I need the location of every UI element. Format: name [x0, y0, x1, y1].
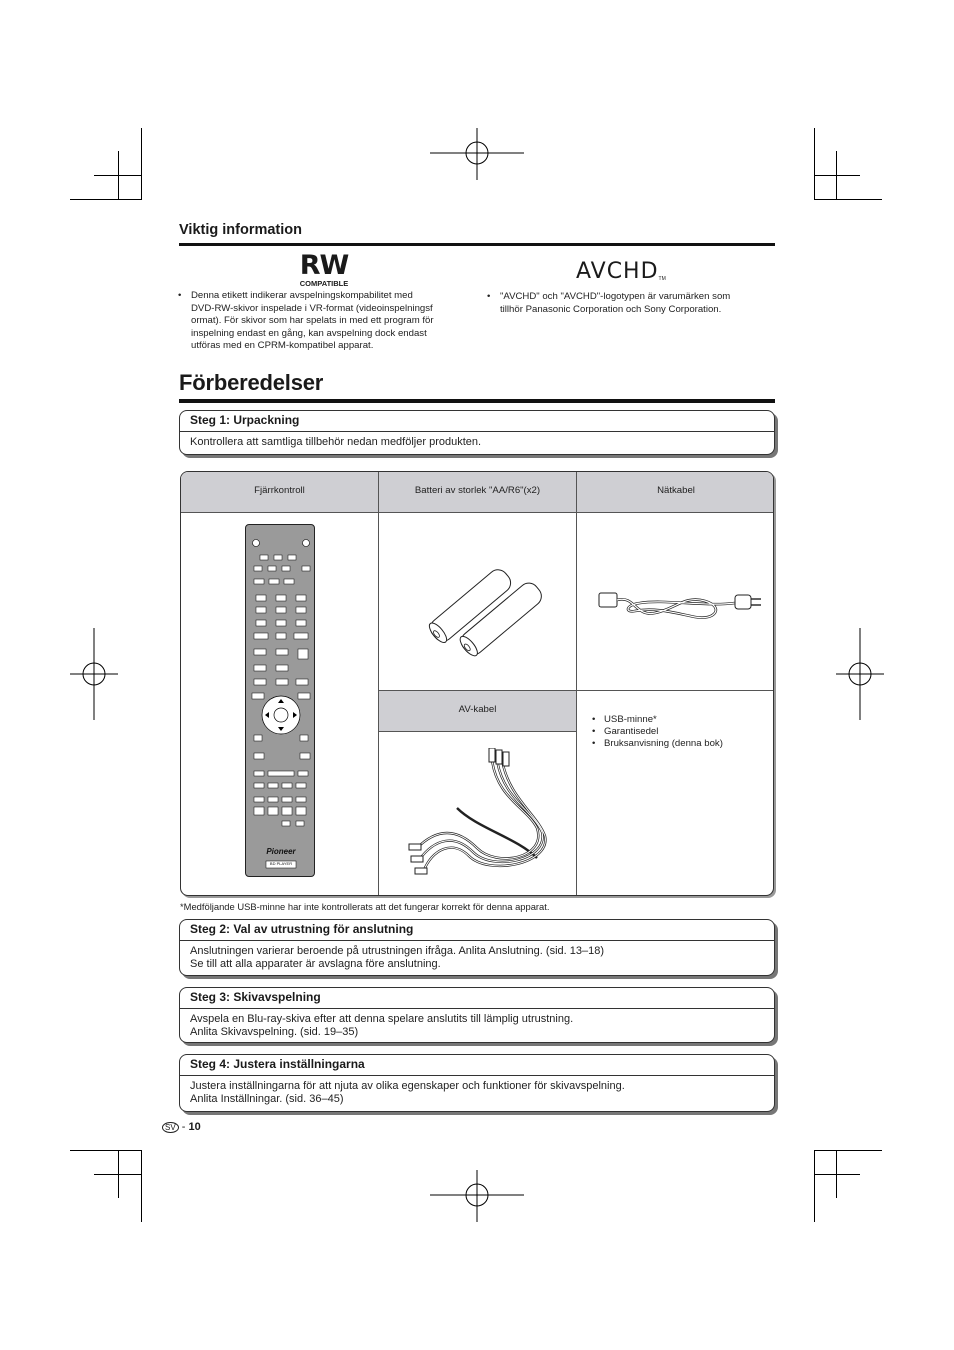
header-power-cable: Nätkabel	[577, 472, 774, 512]
step-1-title: Steg 1: Urpackning	[180, 411, 774, 432]
rw-compatible-logo	[293, 252, 355, 288]
page-title: Förberedelser	[179, 370, 324, 395]
step-4-box	[179, 1054, 775, 1112]
avchd-bullet	[487, 291, 775, 316]
page-number	[162, 1121, 201, 1133]
table-divider	[576, 472, 577, 896]
step-2-title: Steg 2: Val av utrustning för anslutning	[180, 920, 774, 941]
list-item: • USB-minne*	[592, 714, 657, 725]
table-divider	[378, 472, 379, 896]
table-divider	[181, 512, 774, 513]
step-2-box	[179, 919, 775, 976]
rw-bullet-line: Denna etikett indikerar avspelningskompabilitet med	[191, 290, 413, 301]
language-badge: SV	[162, 1122, 179, 1133]
avchd-bullet-line: "AVCHD" och "AVCHD"-logotypen är varumärken som	[500, 291, 731, 302]
registration-mark-left	[70, 628, 118, 720]
batteries-illustration	[407, 552, 557, 682]
remote-model: BD PLAYER	[269, 861, 293, 866]
bullet-dot: •	[178, 290, 182, 301]
list-item: • Bruksanvisning (denna bok)	[592, 738, 723, 750]
heading-rule	[179, 243, 775, 246]
header-battery: Batteri av storlek "AA/R6"(x2)	[379, 472, 576, 512]
remote-control-illustration	[245, 524, 315, 877]
header-av-cable: AV-kabel	[379, 691, 576, 731]
other-items-list	[592, 714, 723, 751]
page-number-value: 10	[188, 1121, 201, 1133]
step-3-line: Anlita Skivavspelning. (sid. 19–35)	[190, 1026, 359, 1038]
rw-bullet-line: inspelning endast en gång, kan avspelning dock endast	[191, 327, 427, 339]
step-4-line: Justera inställningarna för att njuta av olika egenskaper och funktioner för skivavspelning.	[190, 1080, 625, 1092]
rw-bullet-line: ormat). För skivor som har spelats in med ett program för	[191, 315, 434, 327]
registration-mark-right	[836, 628, 884, 720]
footnote: *Medföljande USB-minne har inte kontrollerats att det fungerar korrekt för denna apparat.	[180, 901, 550, 912]
list-item-text: Garantisedel	[604, 726, 659, 738]
title-rule	[179, 399, 775, 403]
bullet-dot: •	[487, 291, 491, 302]
header-remote: Fjärrkontroll	[181, 472, 378, 512]
step-3-line: Avspela en Blu-ray-skiva efter att denna spelare anslutits till lämplig utrustning.	[190, 1013, 574, 1025]
avchd-logo-text: AVCHD	[576, 259, 659, 284]
list-item-text: USB-minne*	[604, 714, 657, 725]
rw-logo-text: RW	[299, 250, 349, 281]
step-2-line: Se till att alla apparater är avslagna före anslutning.	[190, 958, 441, 970]
rw-bullet-line: DVD-RW-skivor inspelade i VR-format (videoinspelningsf	[191, 302, 433, 314]
rw-bullet-line: utföras med en CPRM-kompatibel apparat.	[191, 340, 374, 352]
accessories-table	[180, 471, 774, 896]
table-divider	[379, 731, 576, 732]
av-cable-illustration	[397, 748, 567, 888]
rw-bullet	[178, 290, 471, 353]
step-3-title: Steg 3: Skivavspelning	[180, 988, 774, 1009]
rw-logo-subtext: COMPATIBLE	[299, 279, 349, 288]
step-4-line: Anlita Inställningar. (sid. 36–45)	[190, 1093, 344, 1105]
avchd-logo	[576, 259, 666, 284]
avchd-logo-tm: TM	[658, 276, 666, 282]
step-1-box	[179, 410, 775, 455]
list-item: • Garantisedel	[592, 726, 659, 738]
page-separator: -	[181, 1121, 186, 1133]
step-4-title: Steg 4: Justera inställningarna	[180, 1055, 774, 1076]
registration-mark-top	[430, 128, 524, 180]
section-heading-important: Viktig information	[179, 222, 302, 238]
registration-mark-bottom	[430, 1170, 524, 1222]
step-1-text: Kontrollera att samtliga tillbehör nedan medföljer produkten.	[190, 436, 482, 448]
step-2-line: Anslutningen varierar beroende på utrustningen ifråga. Anlita Anslutning. (sid. 13–18)	[190, 945, 604, 957]
list-item-text: Bruksanvisning (denna bok)	[604, 738, 723, 750]
remote-brand: Pioneer	[266, 847, 296, 856]
remote-buttons-icon	[246, 525, 315, 877]
power-cable-illustration	[595, 577, 765, 637]
step-3-box	[179, 987, 775, 1043]
avchd-bullet-line: tillhör Panasonic Corporation och Sony Corporation.	[500, 303, 722, 315]
